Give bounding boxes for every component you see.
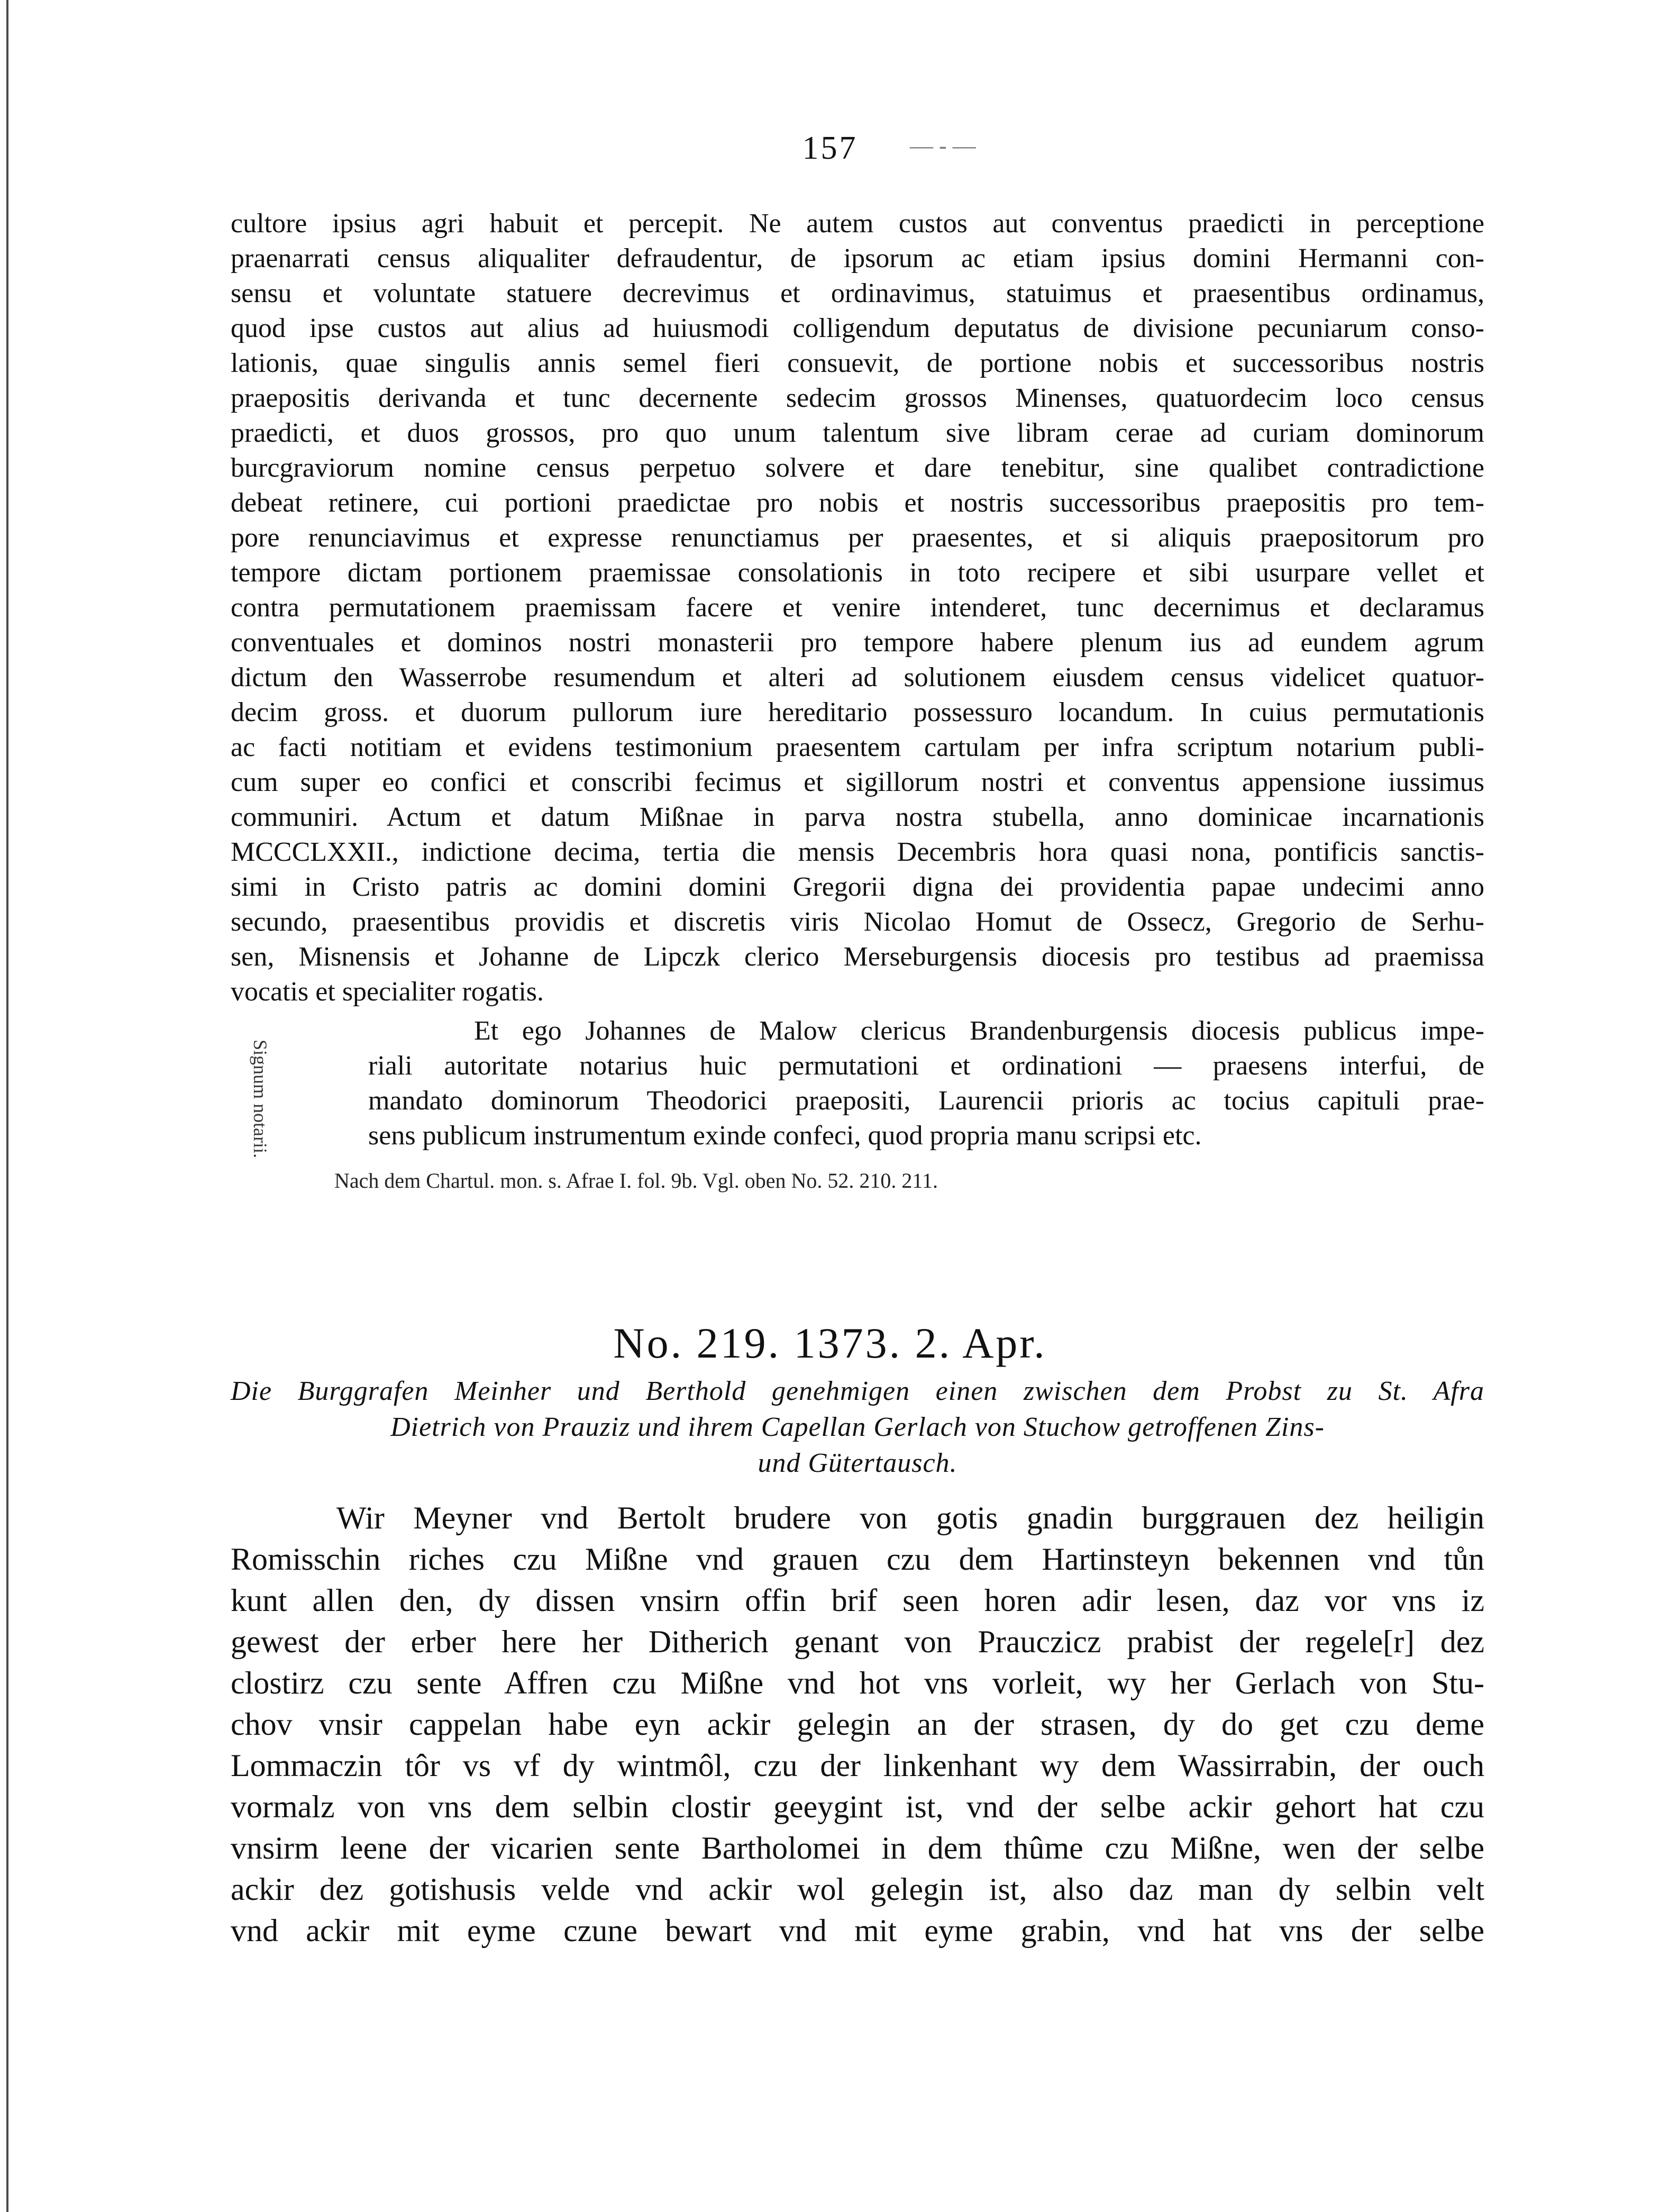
document-body: [231, 1497, 1484, 1951]
text-line: conventuales et dominos nostri monasterii pro tempore habere plenum ius ad eundem agrum: [231, 627, 1484, 658]
body-line: ackir dez gotishusis velde vnd ackir wol gelegin ist, also daz man dy selbin velt: [231, 1872, 1484, 1907]
notary-line: riali autoritate notarius huic permutationi et ordinationi — praesens interfui, de: [368, 1051, 1484, 1081]
source-note: Nach dem Chartul. mon. s. Afrae I. fol. 9b. Vgl. oben No. 52. 210. 211.: [334, 1169, 938, 1193]
decorative-dash: — - —: [910, 133, 976, 159]
text-line: dictum den Wasserrobe resumendum et alteri ad solutionem eiusdem census videlicet quatuor-: [231, 662, 1484, 693]
body-line: Lommaczin tôr vs vf dy wintmôl, czu der linkenhant wy dem Wassirrabin, der ouch: [231, 1748, 1484, 1783]
text-line: cultore ipsius agri habuit et percepit. Ne autem custos aut conventus praedicti in perceptione: [231, 208, 1484, 239]
body-line: chov vnsir cappelan habe eyn ackir gelegin an der strasen, dy do get czu deme: [231, 1707, 1484, 1742]
text-line: vocatis et specialiter rogatis.: [231, 977, 544, 1007]
text-line: sen, Misnensis et Johanne de Lipczk clerico Merseburgensis diocesis pro testibus ad praemissa: [231, 942, 1484, 972]
text-line: ac facti notitiam et evidens testimonium praesentem cartulam per infra scriptum notarium publi-: [231, 732, 1484, 762]
body-line: vnsirm leene der vicarien sente Bartholomei in dem thûme czu Mißne, wen der selbe: [231, 1831, 1484, 1865]
text-line: cum super eo confici et conscribi fecimus et sigillorum nostri et conventus appensione iussimus: [231, 767, 1484, 797]
body-line: vormalz von vns dem selbin clostir geeygint ist, vnd der selbe ackir gehort hat czu: [231, 1789, 1484, 1824]
text-line: pore renunciavimus et expresse renunctiamus per praesentes, et si aliquis praepositorum pro: [231, 523, 1484, 553]
text-line: quod ipse custos aut alius ad huiusmodi colligendum deputatus de divisione pecuniarum conso-: [231, 313, 1484, 343]
text-line: praepositis derivanda et tunc decernente sedecim grossos Minenses, quatuordecim loco census: [231, 383, 1484, 413]
notary-line: sens publicum instrumentum exinde confeci, quod propria manu scripsi etc.: [368, 1121, 1202, 1151]
body-line: clostirz czu sente Affren czu Mißne vnd hot vns vorleit, wy her Gerlach von Stu-: [231, 1665, 1484, 1700]
text-line: lationis, quae singulis annis semel fieri consuevit, de portione nobis et successoribus nostris: [231, 348, 1484, 378]
text-line: MCCCLXXII., indictione decima, tertia die mensis Decembris hora quasi nona, pontificis sanctis-: [231, 837, 1484, 867]
text-line: decim gross. et duorum pullorum iure hereditario possessuro locandum. In cuius permutationis: [231, 697, 1484, 727]
text-line: praenarrati census aliqualiter defraudentur, de ipsorum ac etiam ipsius domini Hermanni con-: [231, 243, 1484, 274]
regest-summary: [231, 1373, 1484, 1481]
scan-edge-line: [6, 0, 8, 2212]
body-line: gewest der erber here her Ditherich genant von Prauczicz prabist der regele[r] dez: [231, 1624, 1484, 1659]
continuation-text: [231, 206, 1484, 1009]
body-line: Wir Meyner vnd Bertolt brudere von gotis gnadin burggrauen dez heiligin: [336, 1500, 1484, 1535]
text-line: praedicti, et duos grossos, pro quo unum talentum sive libram cerae ad curiam dominorum: [231, 418, 1484, 448]
notary-line: Et ego Johannes de Malow clericus Brandenburgensis diocesis publicus impe-: [474, 1016, 1484, 1046]
notary-attestation: [368, 1014, 1484, 1153]
document-heading: No. 219. 1373. 2. Apr.: [613, 1319, 1047, 1367]
body-line: vnd ackir mit eyme czune bewart vnd mit eyme grabin, vnd hat vns der selbe: [231, 1913, 1484, 1948]
text-line: burcgraviorum nomine census perpetuo solvere et dare tenebitur, sine qualibet contradictione: [231, 453, 1484, 483]
text-line: sensu et voluntate statuere decrevimus et ordinavimus, statuimus et praesentibus ordinamus,: [231, 278, 1484, 308]
regest-line: und Gütertausch.: [758, 1448, 957, 1478]
text-line: contra permutationem praemissam facere et venire intenderet, tunc decernimus et declaramus: [231, 593, 1484, 623]
page-number: 157: [802, 130, 858, 166]
body-line: Romisschin riches czu Mißne vnd grauen czu dem Hartinsteyn bekennen vnd tůn: [231, 1542, 1484, 1577]
text-line: tempore dictam portionem praemissae consolationis in toto recipere et sibi usurpare vellet et: [231, 558, 1484, 588]
text-line: communiri. Actum et datum Mißnae in parva nostra stubella, anno dominicae incarnationis: [231, 802, 1484, 832]
notary-line: mandato dominorum Theodorici praepositi, Laurencii prioris ac tocius capituli prae-: [368, 1086, 1484, 1116]
text-line: simi in Cristo patris ac domini domini Gregorii digna dei providentia papae undecimi anno: [231, 872, 1484, 902]
signum-notarii-label: Signum notarii.: [250, 1040, 271, 1158]
body-line: kunt allen den, dy dissen vnsirn offin brif seen horen adir lesen, daz vor vns iz: [231, 1583, 1484, 1618]
regest-line: Die Burggrafen Meinher und Berthold genehmigen einen zwischen dem Probst zu St. Afra: [231, 1376, 1484, 1406]
text-line: debeat retinere, cui portioni praedictae pro nobis et nostris successoribus praepositis pro tem-: [231, 488, 1484, 518]
text-line: secundo, praesentibus providis et discretis viris Nicolao Homut de Ossecz, Gregorio de Serhu-: [231, 907, 1484, 937]
regest-line: Dietrich von Prauziz und ihrem Capellan Gerlach von Stuchow getroffenen Zins-: [390, 1412, 1325, 1442]
